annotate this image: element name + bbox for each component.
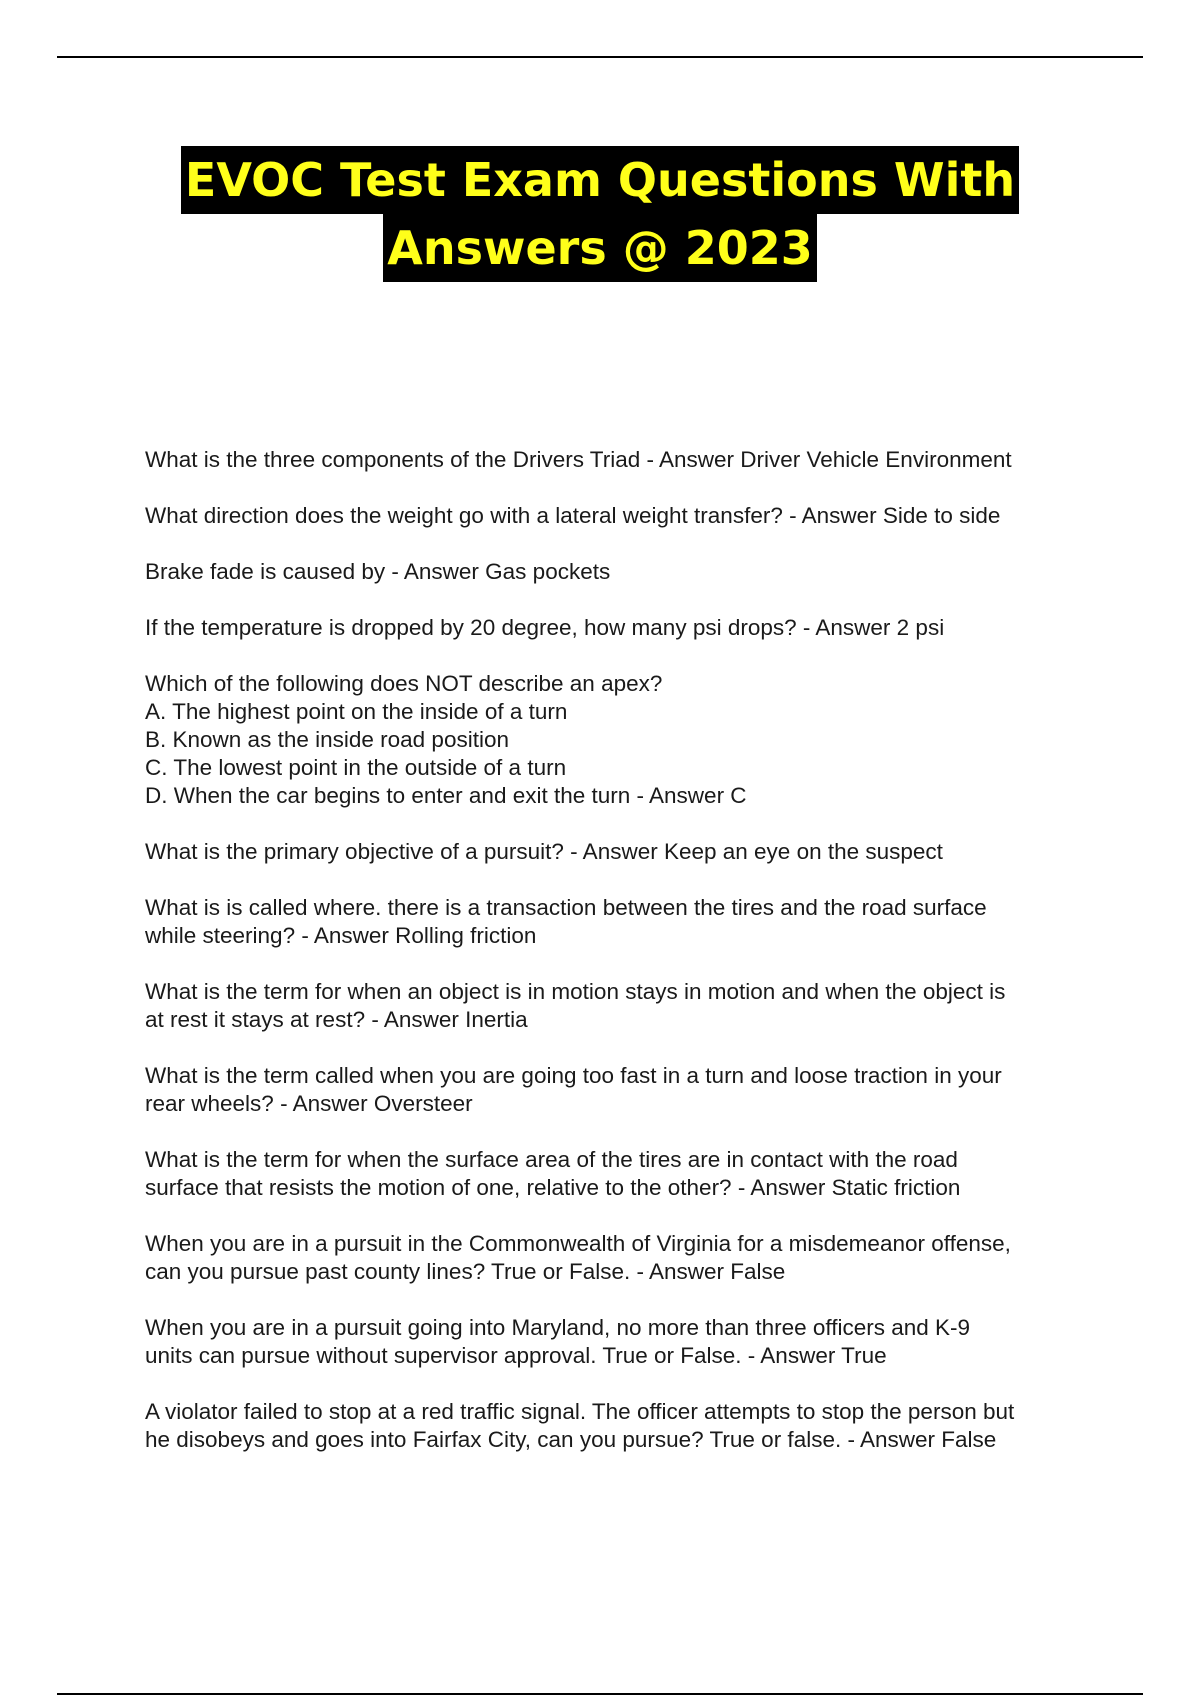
qa-item-12: When you are in a pursuit going into Maryland, no more than three officers and K-9 units can pursue without supervisor approval. True or False. - Answer True (145, 1315, 971, 1368)
qa-item-7: What is is called where. there is a transaction between the tires and the road surface while steering? - Answer Rolling friction (145, 895, 987, 948)
qa-item-10: What is the term for when the surface area of the tires are in contact with the road surface that resists the motion of one, relative to the other? - Answer Static friction (145, 1147, 961, 1200)
qa-item-1: What is the three components of the Drivers Triad - Answer Driver Vehicle Environment (145, 447, 1012, 472)
page-title (0, 146, 1200, 282)
qa-item-5: Which of the following does NOT describe an apex? A. The highest point on the inside of a turn B. Known as the inside road position C. The lowest point in the outside of a turn D. When the car begins to enter and exit the turn - Answer C (145, 671, 747, 808)
title-line-1: EVOC Test Exam Questions With (181, 146, 1019, 214)
top-divider (57, 56, 1143, 58)
qa-item-8: What is the term for when an object is in motion stays in motion and when the object is at rest it stays at rest? - Answer Inertia (145, 979, 1006, 1032)
title-line-2: Answers @ 2023 (383, 214, 817, 282)
qa-item-3: Brake fade is caused by - Answer Gas pockets (145, 559, 611, 584)
qa-item-6: What is the primary objective of a pursuit? - Answer Keep an eye on the suspect (145, 839, 943, 864)
qa-item-4: If the temperature is dropped by 20 degree, how many psi drops? - Answer 2 psi (145, 615, 945, 640)
qa-item-11: When you are in a pursuit in the Commonwealth of Virginia for a misdemeanor offense, can you pursue past county lines? True or False. - Answer False (145, 1231, 1011, 1284)
qa-item-13: A violator failed to stop at a red traffic signal. The officer attempts to stop the person but he disobeys and goes into Fairfax City, can you pursue? True or false. - Answer False (145, 1399, 1015, 1452)
qa-item-9: What is the term called when you are going too fast in a turn and loose traction in your rear wheels? - Answer Oversteer (145, 1063, 1002, 1116)
qa-item-2: What direction does the weight go with a lateral weight transfer? - Answer Side to side (145, 503, 1001, 528)
question-answer-list (145, 446, 1095, 1482)
bottom-divider (57, 1693, 1143, 1695)
